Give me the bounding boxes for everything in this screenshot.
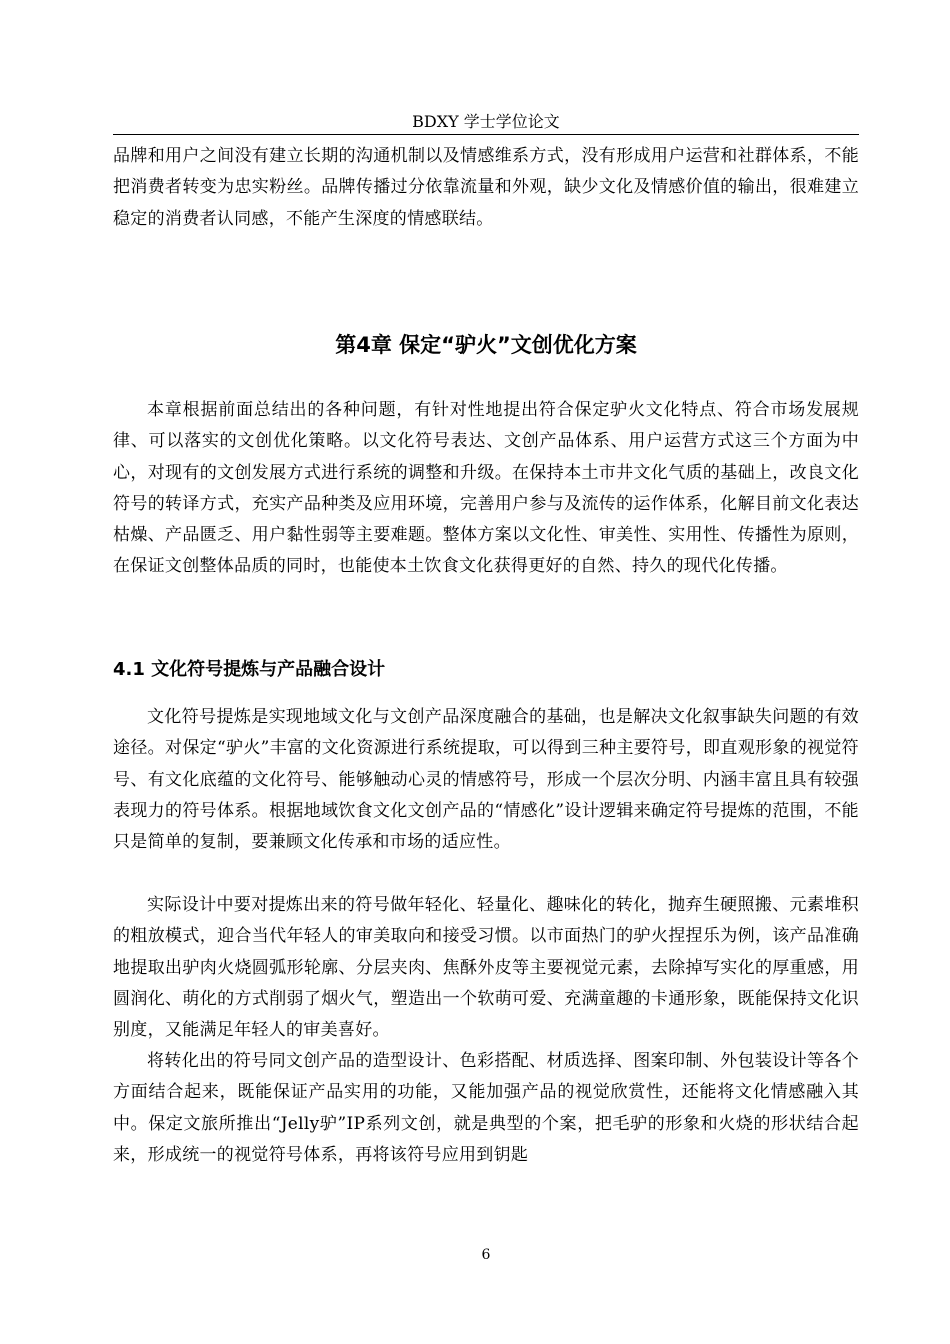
section-title: 4.1 文化符号提炼与产品融合设计 [113,659,386,680]
page-number: 6 [481,1247,491,1263]
section-paragraph-3: 将转化出的符号同文创产品的造型设计、色彩搭配、材质选择、图案印制、外包装设计等各个方面结合起来，既能保证产品实用的功能，又能加强产品的视觉欣赏性，还能将文化情感融入其中。保定文旅所推出“Jelly驴”IP系列文创，就是典型的个案，把毛驴的形象和火烧的形状结合起来，形成统一的视觉符号体系，再将该符号应用到钥匙 [113,1051,859,1165]
section-paragraph-2: 实际设计中要对提炼出来的符号做年轻化、轻量化、趣味化的转化，抛弃生硬照搬、元素堆积的粗放模式，迎合当代年轻人的审美取向和接受习惯。以市面热门的驴火捏捏乐为例，该产品准确地提取出驴肉火烧圆弧形轮廓、分层夹肉、焦酥外皮等主要视觉元素，去除掉写实化的厚重感，用圆润化、萌化的方式削弱了烟火气，塑造出一个软萌可爱、充满童趣的卡通形象，既能保持文化识别度，又能满足年轻人的审美喜好。 [113,895,859,1041]
header-rule [113,134,859,135]
chapter-title: 第4章 保定“驴火”文创优化方案 [335,333,637,357]
section-paragraph-1: 文化符号提炼是实现地域文化与文创产品深度融合的基础，也是解决文化叙事缺失问题的有效途径。对保定“驴火”丰富的文化资源进行系统提取，可以得到三种主要符号，即直观形象的视觉符号、有文化底蕴的文化符号、能够触动心灵的情感符号，形成一个层次分明、内涵丰富且具有较强表现力的符号体系。根据地域饮食文化文创产品的“情感化”设计逻辑来确定符号提炼的范围，不能只是简单的复制，要兼顾文化传承和市场的适应性。 [113,707,859,853]
continuation-paragraph: 品牌和用户之间没有建立长期的沟通机制以及情感维系方式，没有形成用户运营和社群体系，不能把消费者转变为忠实粉丝。品牌传播过分依靠流量和外观，缺少文化及情感价值的输出，很难建立稳定的消费者认同感，不能产生深度的情感联结。 [113,146,859,229]
running-header: BDXY 学士学位论文 [412,112,560,131]
chapter-intro-paragraph: 本章根据前面总结出的各种问题，有针对性地提出符合保定驴火文化特点、符合市场发展规律、可以落实的文创优化策略。以文化符号表达、文创产品体系、用户运营方式这三个方面为中心，对现有的文创发展方式进行系统的调整和升级。在保持本土市井文化气质的基础上，改良文化符号的转译方式，充实产品种类及应用环境，完善用户参与及流传的运作体系，化解目前文化表达枯燥、产品匮乏、用户黏性弱等主要难题。整体方案以文化性、审美性、实用性、传播性为原则，在保证文创整体品质的同时，也能使本土饮食文化获得更好的自然、持久的现代化传播。 [113,400,859,577]
